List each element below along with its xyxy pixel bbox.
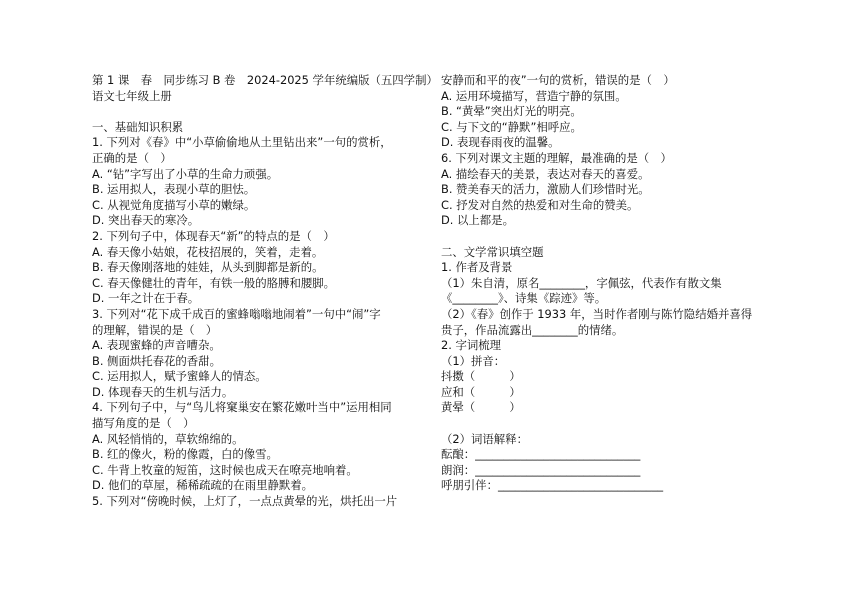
text-line: 抖擞（ ）	[441, 369, 521, 384]
text-line: 4. 下列句子中，与“鸟儿将窠巢安在繁花嫩叶当中”运用相同	[92, 400, 392, 415]
text-line: C. 从视觉角度描写小草的嫩绿。	[92, 197, 256, 212]
blank-line	[441, 416, 781, 432]
text-line: 正确的是（ ）	[92, 150, 172, 165]
text-line: （1）朱自清，原名________，字佩弦，代表作有散文集	[441, 275, 722, 290]
text-line: A. 表现蜜蜂的声音嘈杂。	[92, 338, 221, 353]
text-line: D. 表现春雨夜的温馨。	[441, 135, 560, 150]
text-line: 安静而和平的夜”一句的赏析，错误的是（ ）	[441, 73, 675, 87]
text-line: 6. 下列对课文主题的理解，最准确的是（ ）	[441, 150, 672, 165]
text-line: 描写角度的是（ ）	[92, 416, 195, 431]
text-line: C. 运用拟人，赋予蜜蜂人的情态。	[92, 369, 267, 384]
text-line: A. 风轻悄悄的，草软绵绵的。	[92, 431, 244, 446]
text-line: 5. 下列对“傍晚时候，上灯了，一点点黄晕的光，烘托出一片	[92, 494, 398, 509]
text-line: 《________》、诗集《踪迹》等。	[441, 291, 607, 306]
text-line: B. 运用拟人，表现小草的胆怯。	[92, 182, 256, 197]
text-line: 二、文学常识填空题	[441, 244, 544, 259]
right-column	[441, 73, 781, 494]
text-line: 1. 作者及背景	[441, 260, 513, 275]
text-line: B. “黄晕”突出灯光的明亮。	[441, 104, 582, 119]
text-line: 一、基础知识积累	[92, 119, 184, 134]
text-line: 2. 下列句子中，体现春天“新”的特点的是（ ）	[92, 228, 335, 243]
text-line: （2）《春》创作于 1933 年，当时作者刚与陈竹隐结婚并喜得	[441, 306, 753, 321]
text-line: D. 他们的草屋，稀稀疏疏的在雨里静默着。	[92, 478, 314, 493]
text-line: （1）拼音：	[441, 353, 506, 368]
text-line: D. 突出春天的寒冷。	[92, 213, 200, 228]
text-line: 酝酿：_____________________________	[441, 447, 641, 462]
text-line: （2）词语解释：	[441, 431, 528, 446]
text-line: 贵子，作品流露出________的情绪。	[441, 322, 624, 337]
blank-line	[92, 104, 422, 120]
left-column	[92, 73, 438, 510]
text-line: 2. 字词梳理	[441, 338, 502, 353]
text-line: 3. 下列对“花下成千成百的蜜蜂嗡嗡地闹着”一句中“闹”字	[92, 306, 381, 321]
text-line: B. 侧面烘托春花的香甜。	[92, 353, 221, 368]
text-line: C. 抒发对自然的热爱和对生命的赞美。	[441, 197, 639, 212]
text-line: 呼朋引伴：_____________________________	[441, 478, 664, 493]
text-line: B. 红的像火，粉的像霞，白的像雪。	[92, 447, 278, 462]
text-line: 语文七年级上册	[92, 88, 172, 103]
text-line: A. “钻”字写出了小草的生命力顽强。	[92, 166, 279, 181]
text-line: D. 体现春天的生机与活力。	[92, 384, 234, 399]
text-line: A. 描绘春天的美景，表达对春天的喜爱。	[441, 166, 650, 181]
text-line: D. 一年之计在于春。	[92, 291, 200, 306]
text-line: B. 赞美春天的活力，激励人们珍惜时光。	[441, 182, 650, 197]
text-line: 第 1 课 春 同步练习 B 卷 2024-2025 学年统编版（五四学制）	[92, 73, 438, 87]
text-line: A. 运用环境描写，营造宁静的氛围。	[441, 88, 627, 103]
text-line: D. 以上都是。	[441, 213, 514, 228]
text-line: C. 牛背上牧童的短笛，这时候也成天在嘹亮地响着。	[92, 462, 358, 477]
text-line: 朗润：_____________________________	[441, 462, 641, 477]
text-line: C. 春天像健壮的青年，有铁一般的胳膊和腰脚。	[92, 275, 336, 290]
text-line: B. 春天像刚落地的娃娃，从头到脚都是新的。	[92, 260, 324, 275]
text-line: 应和（ ）	[441, 384, 521, 399]
text-line: 的理解，错误的是（ ）	[92, 322, 218, 337]
text-line: 1. 下列对《春》中“小草偷偷地从土里钻出来”一句的赏析，	[92, 135, 392, 150]
text-line: 黄晕（ ）	[441, 400, 521, 415]
blank-line	[441, 229, 781, 245]
text-line: C. 与下文的“静默”相呼应。	[441, 119, 582, 134]
text-line: A. 春天像小姑娘，花枝招展的，笑着，走着。	[92, 244, 324, 259]
